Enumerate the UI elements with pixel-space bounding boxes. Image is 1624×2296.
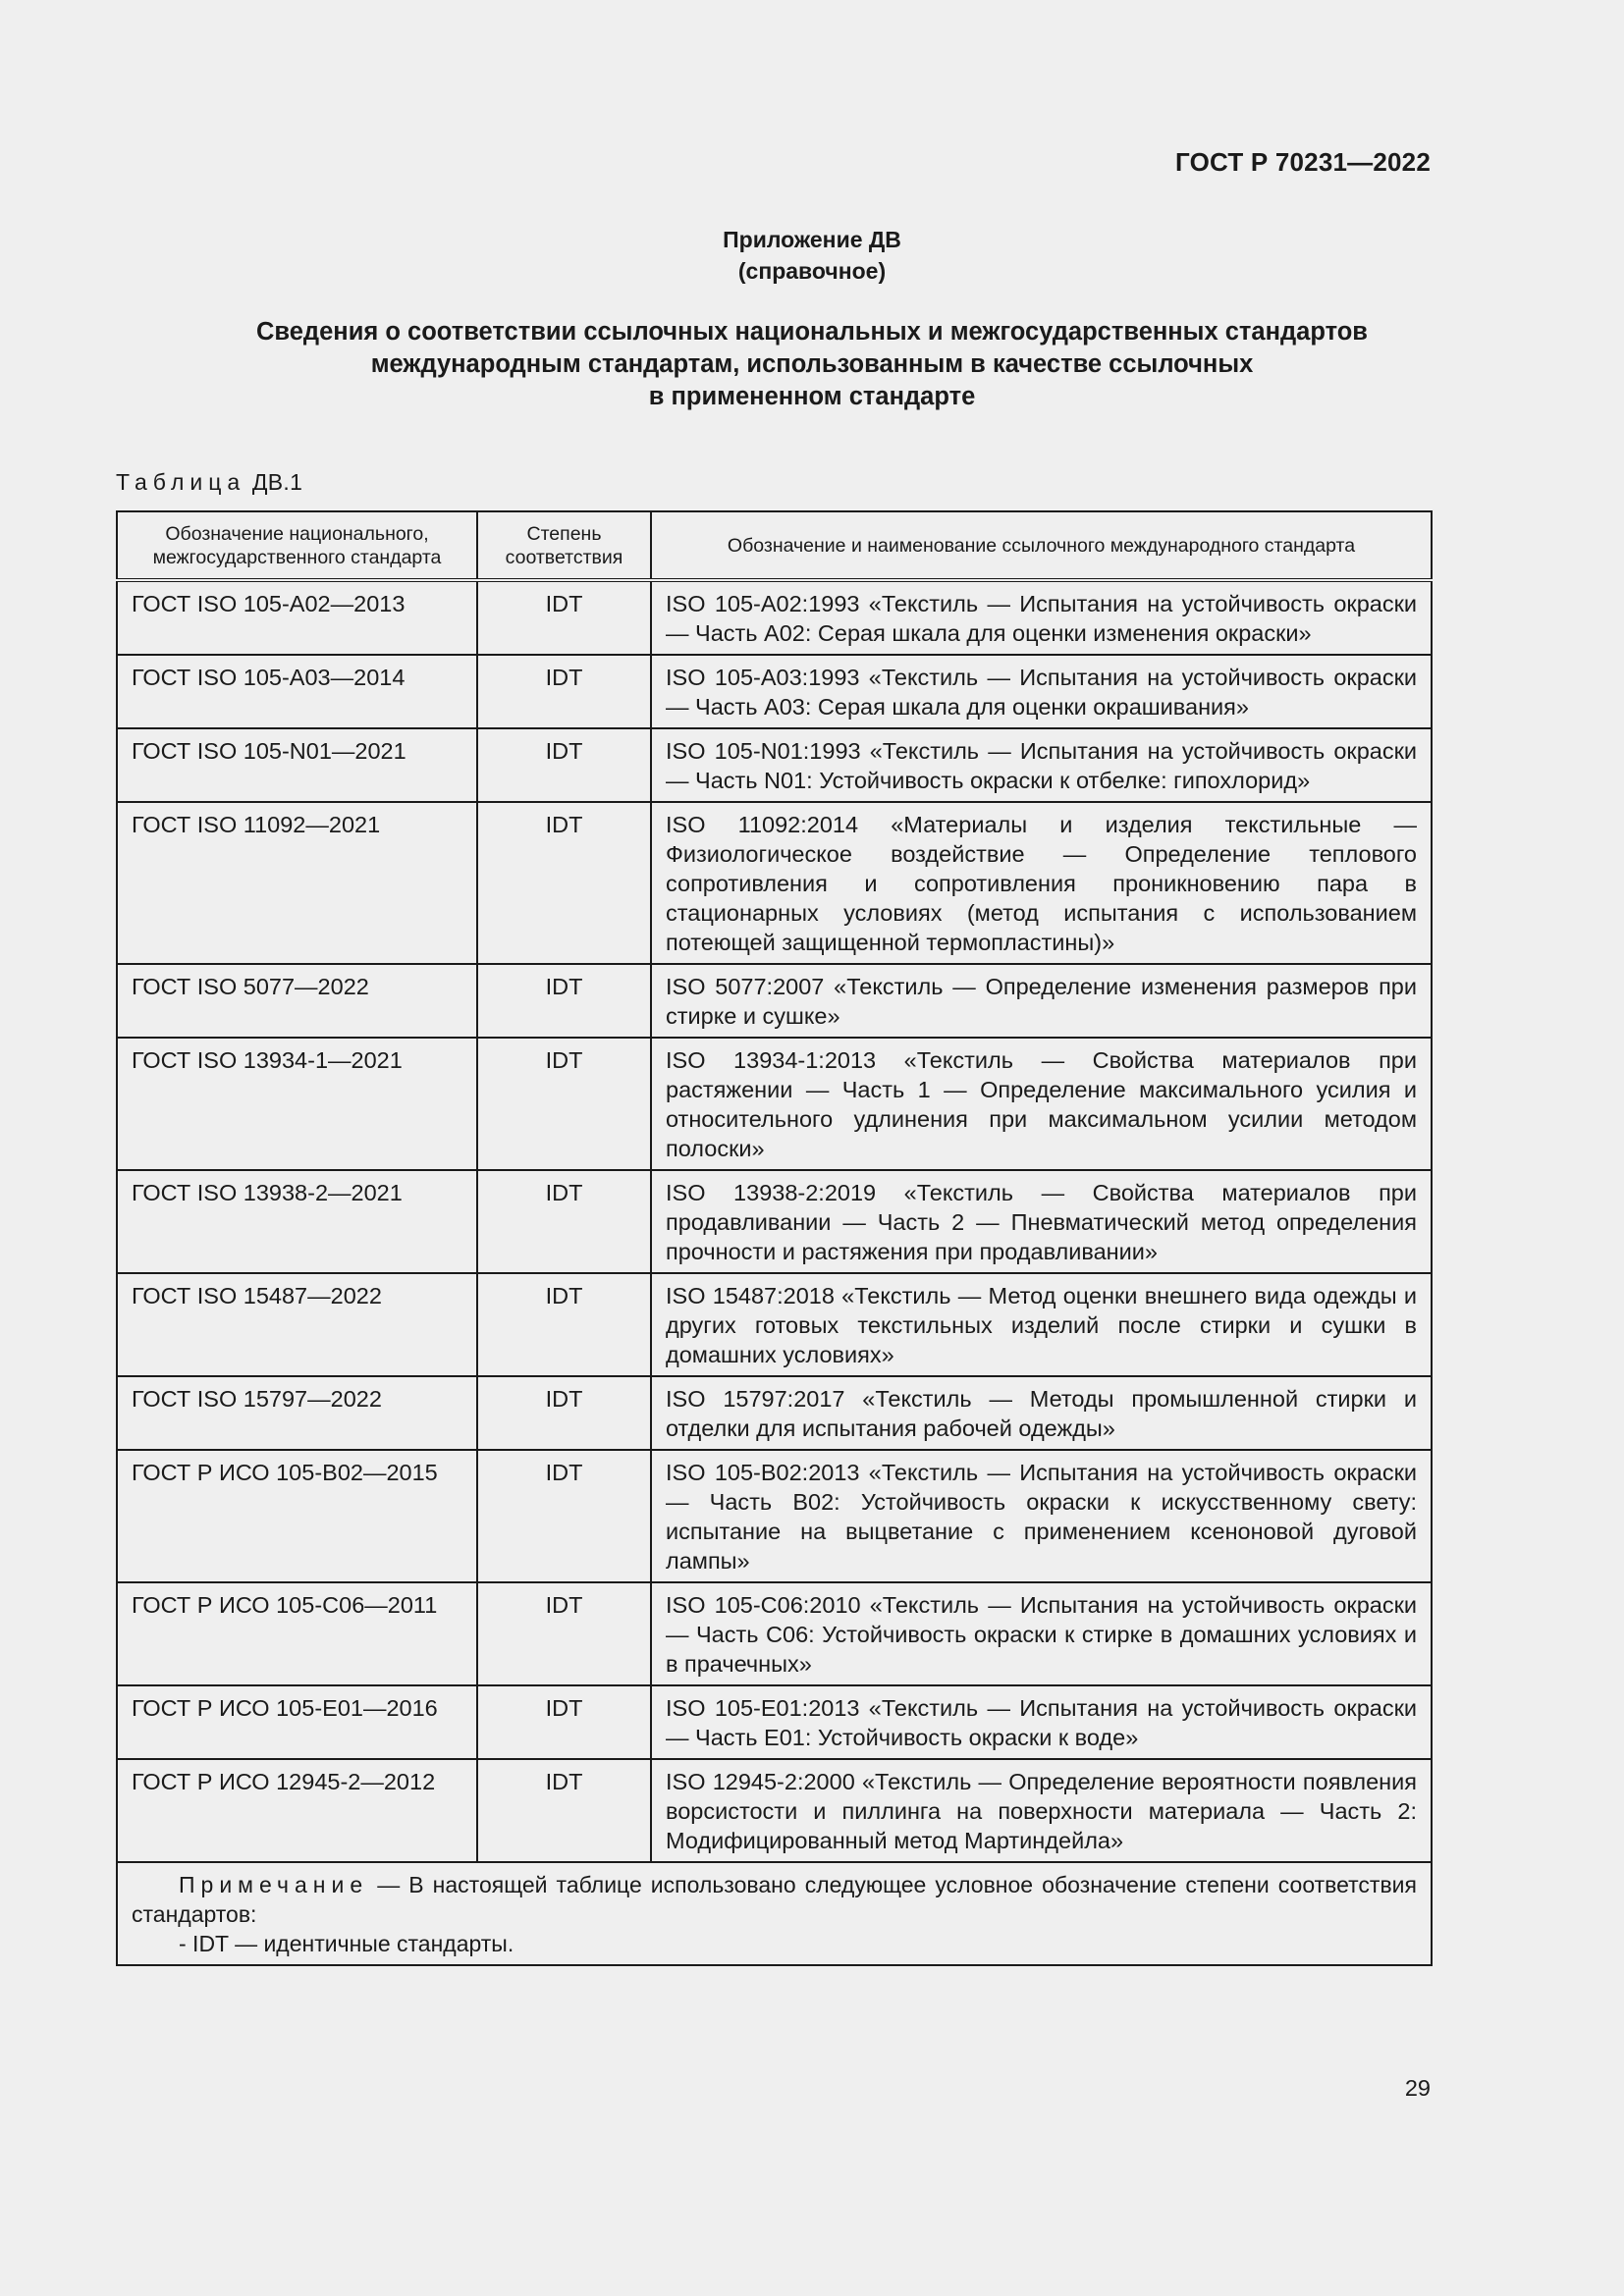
table-row (117, 802, 1432, 964)
table-row (117, 1170, 1432, 1273)
table-note (117, 1862, 1432, 1965)
row-degree: IDT (477, 1685, 651, 1759)
row-code: ГОСТ ISO 5077—2022 (117, 964, 477, 1038)
row-title: ISO 105-A02:1993 «Текстиль — Испытания на устойчивость окраски — Часть А02: Серая шкала для оценки изменения окраски» (651, 580, 1432, 655)
table-row (117, 1582, 1432, 1685)
row-degree: IDT (477, 655, 651, 728)
table-row (117, 964, 1432, 1038)
row-title: ISO 105-B02:2013 «Текстиль — Испытания на устойчивость окраски — Часть В02: Устойчивость окраски к искусственному свету: испытание на выцветание с применением ксеноновой дуговой лампы» (651, 1450, 1432, 1582)
row-code: ГОСТ Р ИСО 105-Е01—2016 (117, 1685, 477, 1759)
document-code: ГОСТ Р 70231—2022 (1175, 147, 1431, 177)
table-row (117, 1273, 1432, 1376)
row-degree: IDT (477, 1273, 651, 1376)
row-code: ГОСТ ISO 11092—2021 (117, 802, 477, 964)
row-title: ISO 13938-2:2019 «Текстиль — Свойства материалов при продавливании — Часть 2 — Пневматический метод определения прочности и растяжения при продавливании» (651, 1170, 1432, 1273)
table-label (116, 469, 302, 496)
appendix-subtitle: (справочное) (737, 258, 887, 284)
reference-standards-table (116, 510, 1433, 1966)
table-row (117, 580, 1432, 655)
table-row (117, 1038, 1432, 1170)
header-international-standard: Обозначение и наименование ссылочного международного стандарта (651, 511, 1432, 580)
table-row (117, 655, 1432, 728)
table-note-row (117, 1862, 1432, 1965)
row-degree: IDT (477, 964, 651, 1038)
table-row (117, 728, 1432, 802)
row-title: ISO 5077:2007 «Текстиль — Определение изменения размеров при стирке и сушке» (651, 964, 1432, 1038)
row-title: ISO 105-E01:2013 «Текстиль — Испытания на устойчивость окраски — Часть Е01: Устойчивость окраски к воде» (651, 1685, 1432, 1759)
main-title-line: в примененном стандарте (648, 383, 976, 410)
note-label: Примечание (179, 1872, 369, 1897)
table-row (117, 1759, 1432, 1862)
row-degree: IDT (477, 1582, 651, 1685)
row-degree: IDT (477, 1038, 651, 1170)
row-code: ГОСТ Р ИСО 105-С06—2011 (117, 1582, 477, 1685)
row-degree: IDT (477, 728, 651, 802)
row-code: ГОСТ ISO 105-N01—2021 (117, 728, 477, 802)
row-code: ГОСТ ISO 13938-2—2021 (117, 1170, 477, 1273)
row-degree: IDT (477, 802, 651, 964)
row-degree: IDT (477, 1170, 651, 1273)
row-code: ГОСТ ISO 105-A03—2014 (117, 655, 477, 728)
note-text: — В настоящей таблице использовано следующее условное обозначение степени соответствия стандартов: (132, 1872, 1417, 1927)
row-title: ISO 15797:2017 «Текстиль — Методы промышленной стирки и отделки для испытания рабочей одежды» (651, 1376, 1432, 1450)
row-code: ГОСТ ISO 105-A02—2013 (117, 580, 477, 655)
table-row (117, 1685, 1432, 1759)
row-title: ISO 15487:2018 «Текстиль — Метод оценки внешнего вида одежды и других готовых текстильных изделий после стирки и сушки в домашних условиях» (651, 1273, 1432, 1376)
appendix-title: Приложение ДВ (723, 227, 901, 252)
table-header-row (117, 511, 1432, 580)
table-row (117, 1376, 1432, 1450)
row-degree: IDT (477, 1376, 651, 1450)
row-title: ISO 11092:2014 «Материалы и изделия текстильные — Физиологическое воздействие — Определение теплового сопротивления и сопротивления проникновению пара в стационарных условиях (метод испытания с использованием потеющей защищенной термопластины)» (651, 802, 1432, 964)
row-code: ГОСТ Р ИСО 105-В02—2015 (117, 1450, 477, 1582)
row-title: ISO 12945-2:2000 «Текстиль — Определение вероятности появления ворсистости и пиллинга на поверхности материала — Часть 2: Модифицированный метод Мартиндейла» (651, 1759, 1432, 1862)
row-degree: IDT (477, 580, 651, 655)
table-label-word: Таблица (116, 469, 246, 495)
row-title: ISO 105-A03:1993 «Текстиль — Испытания на устойчивость окраски — Часть А03: Серая шкала для оценки окрашивания» (651, 655, 1432, 728)
row-code: ГОСТ ISO 15797—2022 (117, 1376, 477, 1450)
table-row (117, 1450, 1432, 1582)
row-code: ГОСТ ISO 15487—2022 (117, 1273, 477, 1376)
row-code: ГОСТ ISO 13934-1—2021 (117, 1038, 477, 1170)
table-label-number: ДВ.1 (251, 469, 303, 495)
row-title: ISO 13934-1:2013 «Текстиль — Свойства материалов при растяжении — Часть 1 — Определение максимального усилия и относительного удлинения при максимальном усилии методом полоски» (651, 1038, 1432, 1170)
header-national-standard: Обозначение национального, межгосударственного стандарта (117, 511, 477, 580)
row-title: ISO 105-C06:2010 «Текстиль — Испытания на устойчивость окраски — Часть С06: Устойчивость окраски к стирке в домашних условиях и в прачечных» (651, 1582, 1432, 1685)
main-title-line: Сведения о соответствии ссылочных национальных и межгосударственных стандартов (256, 318, 1368, 346)
header-degree: Степень соответствия (477, 511, 651, 580)
main-title (147, 316, 1477, 413)
main-title-line: международным стандартам, использованным в качестве ссылочных (370, 350, 1254, 378)
row-code: ГОСТ Р ИСО 12945-2—2012 (117, 1759, 477, 1862)
row-degree: IDT (477, 1759, 651, 1862)
appendix-heading (0, 224, 1624, 287)
note-item: - IDT — идентичные стандарты. (179, 1931, 514, 1956)
row-title: ISO 105-N01:1993 «Текстиль — Испытания на устойчивость окраски — Часть N01: Устойчивость окраски к отбелке: гипохлорид» (651, 728, 1432, 802)
row-degree: IDT (477, 1450, 651, 1582)
page-number: 29 (1404, 2075, 1431, 2101)
